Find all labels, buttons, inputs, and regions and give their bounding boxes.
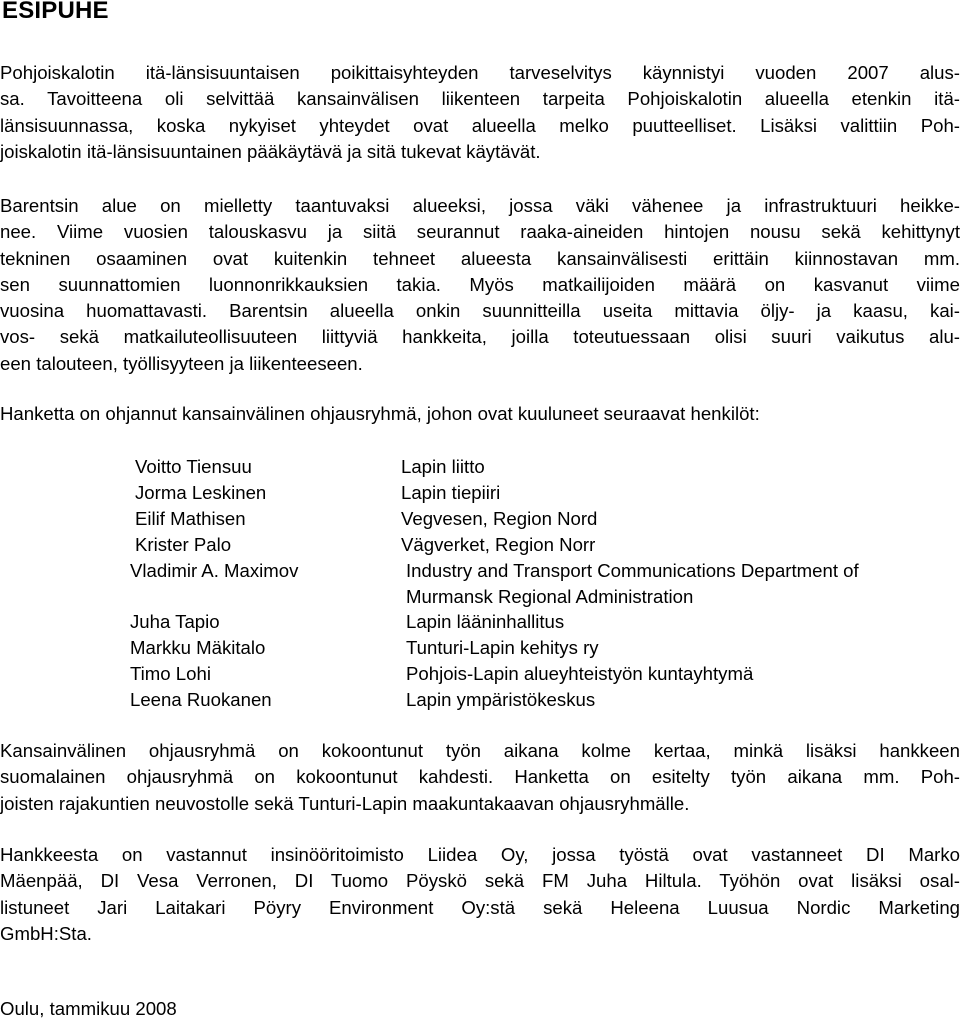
meetings-paragraph xyxy=(0,738,960,817)
member-name: Markku Mäkitalo xyxy=(130,637,266,658)
member-name: Vladimir A. Maximov xyxy=(130,560,299,581)
member-organization: Lapin ympäristökeskus xyxy=(406,689,596,710)
intro-line: länsisuunnassa, koska nykyiset yhteydet ovat alueella melko puutteelliset. Lisäksi valittiin Poh- xyxy=(0,114,960,136)
member-organization-continued: Murmansk Regional Administration xyxy=(406,586,694,607)
barents-line: Barentsin alue on mielletty taantuvaksi alueeksi, jossa väki vähenee ja infrastruktuuri heikke- xyxy=(0,195,960,216)
barents-line: sen suunnattomien luonnonrikkauksien takia. Myös matkailijoiden määrä on kasvanut viime xyxy=(0,273,960,295)
responsibility-paragraph xyxy=(0,842,960,947)
member-name: Leena Ruokanen xyxy=(130,689,272,710)
barents-line: vuosina huomattavasti. Barentsin alueella onkin suunnitteilla useita mittavia öljy- ja kaasu, kai- xyxy=(0,300,960,322)
meetings-line: joisten rajakuntien neuvostolle sekä Tunturi-Lapin maakuntakaavan ohjausryhmälle. xyxy=(0,792,690,814)
barents-line: een talouteen, työllisyyteen ja liikenteeseen. xyxy=(0,352,363,374)
member-name: Juha Tapio xyxy=(130,611,220,632)
barents-line: tekninen osaaminen ovat kuitenkin tehneet alueesta kansainvälisesti erittäin kiinnostavan mm. xyxy=(0,247,960,269)
responsibility-line: GmbH:Sta. xyxy=(0,922,92,944)
member-name: Timo Lohi xyxy=(130,663,211,684)
member-organization: Tunturi-Lapin kehitys ry xyxy=(406,637,599,658)
meetings-line: suomalainen ohjausryhmä on kokoontunut kahdesti. Hanketta on esitelty työn aikana mm. Poh- xyxy=(0,766,960,788)
signoff-text: Oulu, tammikuu 2008 xyxy=(0,998,177,1019)
barents-line: nee. Viime vuosien talouskasvu ja siitä seurannut raaka-aineiden hintojen nousu sekä kehittynyt xyxy=(0,221,960,243)
barents-line: vos- sekä matkailuteollisuuteen liittyviä hankkeita, joilla toteutuessaan olisi suuri vaikutus alu- xyxy=(0,326,960,348)
member-organization: Vägverket, Region Norr xyxy=(401,534,596,555)
signoff xyxy=(0,996,960,1022)
member-name: Eilif Mathisen xyxy=(135,508,246,529)
page-title: ESIPUHE xyxy=(2,0,109,24)
member-organization: Lapin lääninhallitus xyxy=(406,611,565,632)
meetings-line: Kansainvälinen ohjausryhmä on kokoontunut työn aikana kolme kertaa, minkä lisäksi hankkeen xyxy=(0,740,960,761)
member-organization: Lapin tiepiiri xyxy=(401,482,501,503)
member-organization: Vegvesen, Region Nord xyxy=(401,508,598,529)
member-name: Krister Palo xyxy=(135,534,232,555)
intro-paragraph xyxy=(0,60,960,165)
member-name: Jorma Leskinen xyxy=(135,482,267,503)
member-organization: Industry and Transport Communications Department of xyxy=(406,560,859,581)
responsibility-line: Hankkeesta on vastannut insinööritoimisto Liidea Oy, jossa työstä ovat vastanneet DI Marko xyxy=(0,844,960,865)
steering-group-intro xyxy=(0,401,960,427)
intro-line: sa. Tavoitteena oli selvittää kansainvälisen liikenteen tarpeita Pohjoiskalotin alueella etenkin itä- xyxy=(0,88,960,110)
responsibility-line: listuneet Jari Laitakari Pöyry Environment Oy:stä sekä Heleena Luusua Nordic Marketing xyxy=(0,896,960,918)
member-organization: Pohjois-Lapin alueyhteistyön kuntayhtymä xyxy=(406,663,754,684)
responsibility-line: Mäenpää, DI Vesa Verronen, DI Tuomo Pöyskö sekä FM Juha Hiltula. Työhön ovat lisäksi osal- xyxy=(0,870,960,892)
intro-line: joiskalotin itä-länsisuuntainen pääkäytävä ja sitä tukevat käytävät. xyxy=(0,140,541,162)
member-organization: Lapin liitto xyxy=(401,456,485,477)
intro-line: Pohjoiskalotin itä-länsisuuntaisen poikittaisyhteyden tarveselvitys käynnistyi vuoden 2007 alus- xyxy=(0,62,960,83)
member-name: Voitto Tiensuu xyxy=(135,456,252,477)
barents-paragraph xyxy=(0,193,960,377)
steering-group-intro-line: Hanketta on ohjannut kansainvälinen ohjausryhmä, johon ovat kuuluneet seuraavat henkilöt: xyxy=(0,403,760,424)
